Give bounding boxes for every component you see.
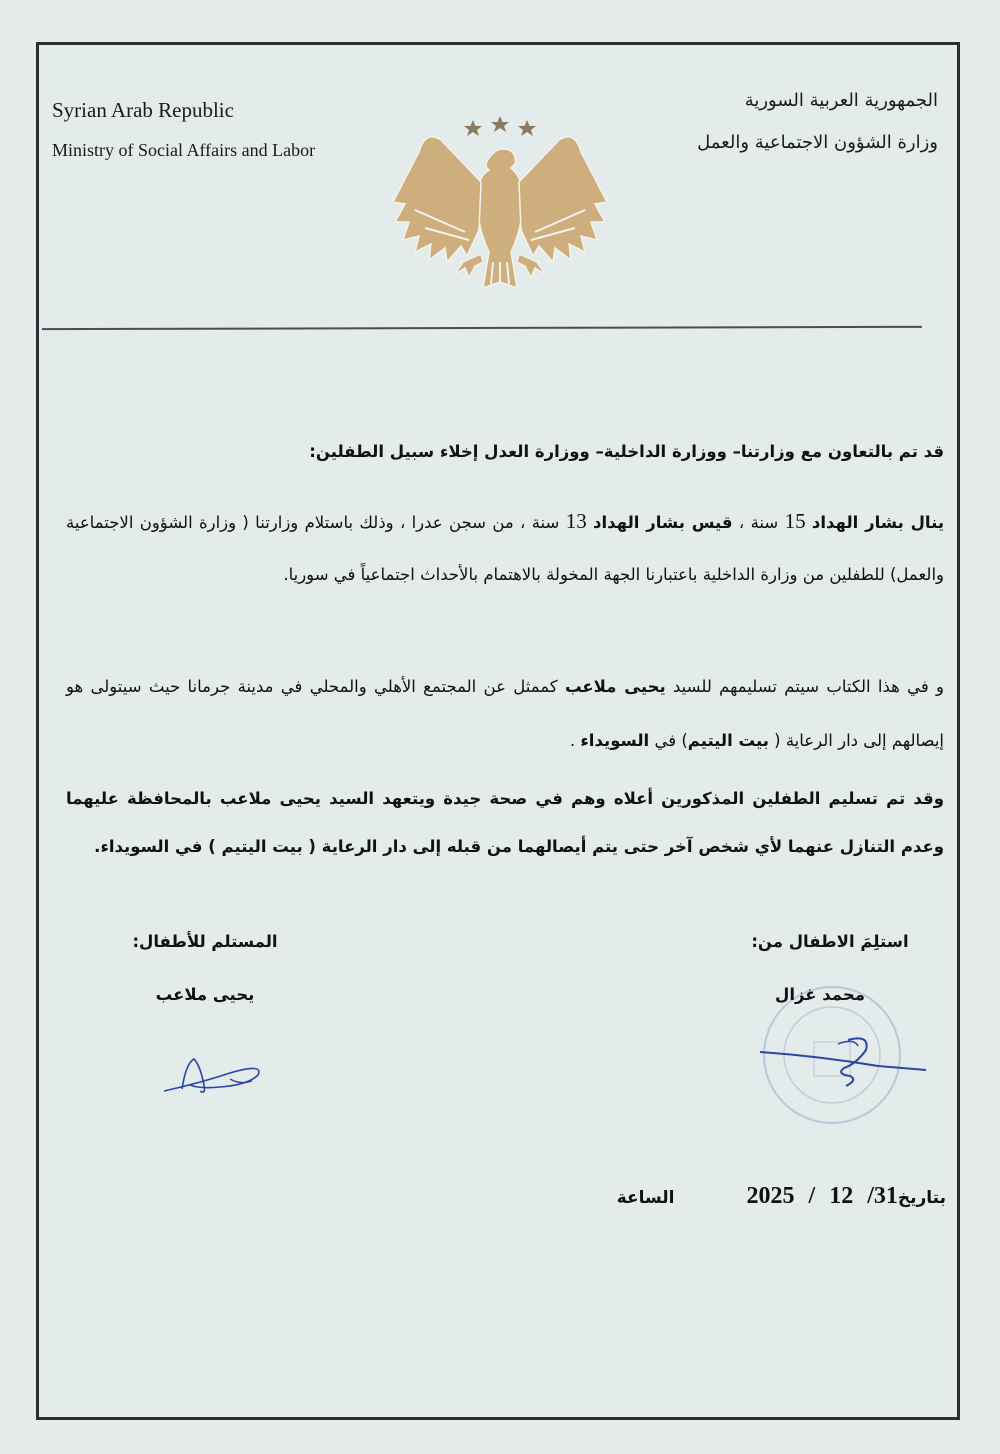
- time-label: الساعة: [616, 1188, 675, 1208]
- handwritten-signature-icon: [758, 1030, 928, 1104]
- intro-paragraph: قد تم بالتعاون مع وزارتنا– ووزارة الداخلية– ووزارة العدل إخلاء سبيل الطفلين:: [309, 442, 944, 461]
- child2-age: 13: [565, 509, 587, 533]
- star-icon: [464, 120, 482, 136]
- english-ministry-name: Ministry of Social Affairs and Labor: [52, 140, 316, 160]
- handover-paragraph: [66, 660, 944, 768]
- children-release-paragraph: [66, 495, 944, 601]
- handed-over-by-name: محمد غزال: [775, 985, 865, 1004]
- golden-eagle-emblem-icon: [385, 112, 615, 302]
- child1-name: ينال بشار الهداد: [811, 513, 945, 532]
- arabic-ministry-name: وزارة الشؤون الاجتماعية والعمل: [697, 132, 938, 153]
- care-home-name: بيت اليتيم: [687, 731, 769, 750]
- star-icon: [491, 116, 509, 132]
- date-year: 2025: [746, 1183, 795, 1209]
- handwritten-signature-icon: [160, 1055, 270, 1104]
- english-header: [52, 96, 315, 162]
- receiver-signature-block: [110, 932, 300, 1004]
- date-prefix: بتاريخ: [897, 1188, 946, 1208]
- paragraph2-rest: ، من سجن عدرا ، وذلك باستلام وزارتنا ( وزارة الشؤون الاجتماعية والعمل) للطفلين من وزارة الداخلية باعتبارنا الجهة المخولة بالاهتمام بالأحداث اجتماعياً في سوريا.: [66, 513, 944, 584]
- date-separator: /: [867, 1183, 874, 1209]
- date-month: 12: [829, 1183, 854, 1209]
- paragraph3-end: .: [569, 731, 576, 750]
- date-separator: /: [808, 1183, 816, 1209]
- city-name: السويداء: [580, 731, 650, 750]
- commitment-paragraph: وقد تم تسليم الطفلين المذكورين أعلاه وهم في صحة جيدة ويتعهد السيد يحيى ملاعب بالمحافظة عليهما وعدم التنازل عنهما لأي شخص آخر حتى يتم أيصالهما من قبله إلى دار الرعاية ( بيت اليتيم ) في السويداء.: [66, 789, 944, 856]
- paragraph3-intro: و في هذا الكتاب سيتم تسليمهم للسيد: [673, 677, 944, 696]
- years-word: سنة: [750, 513, 779, 532]
- years-word: سنة: [531, 513, 560, 532]
- comma: ،: [738, 513, 745, 532]
- child1-age: 15: [784, 509, 806, 533]
- arabic-header: [697, 86, 938, 158]
- handed-over-by-label: استلِمَ الاطفال من:: [751, 932, 909, 951]
- recipient-name: يحيى ملاعب: [564, 677, 666, 696]
- receiver-label: المستلم للأطفال:: [132, 932, 278, 951]
- receiver-name: يحيى ملاعب: [155, 985, 255, 1004]
- paragraph3-middle: كممثل عن المجتمع الأهلي والمحلي في مدينة جرمانا حيث سيتولى هو إيصالهم إلى دار الرعاية (: [66, 677, 944, 750]
- paragraph3-close: ) في: [654, 731, 688, 750]
- english-country-name: Syrian Arab Republic: [52, 98, 234, 122]
- arabic-country-name: الجمهورية العربية السورية: [744, 90, 938, 111]
- date-line: [617, 1183, 946, 1210]
- date-day: 31: [873, 1183, 898, 1209]
- child2-name: قيس بشار الهداد: [593, 513, 733, 532]
- star-icon: [518, 120, 536, 136]
- handover-signature-block: [720, 932, 940, 1004]
